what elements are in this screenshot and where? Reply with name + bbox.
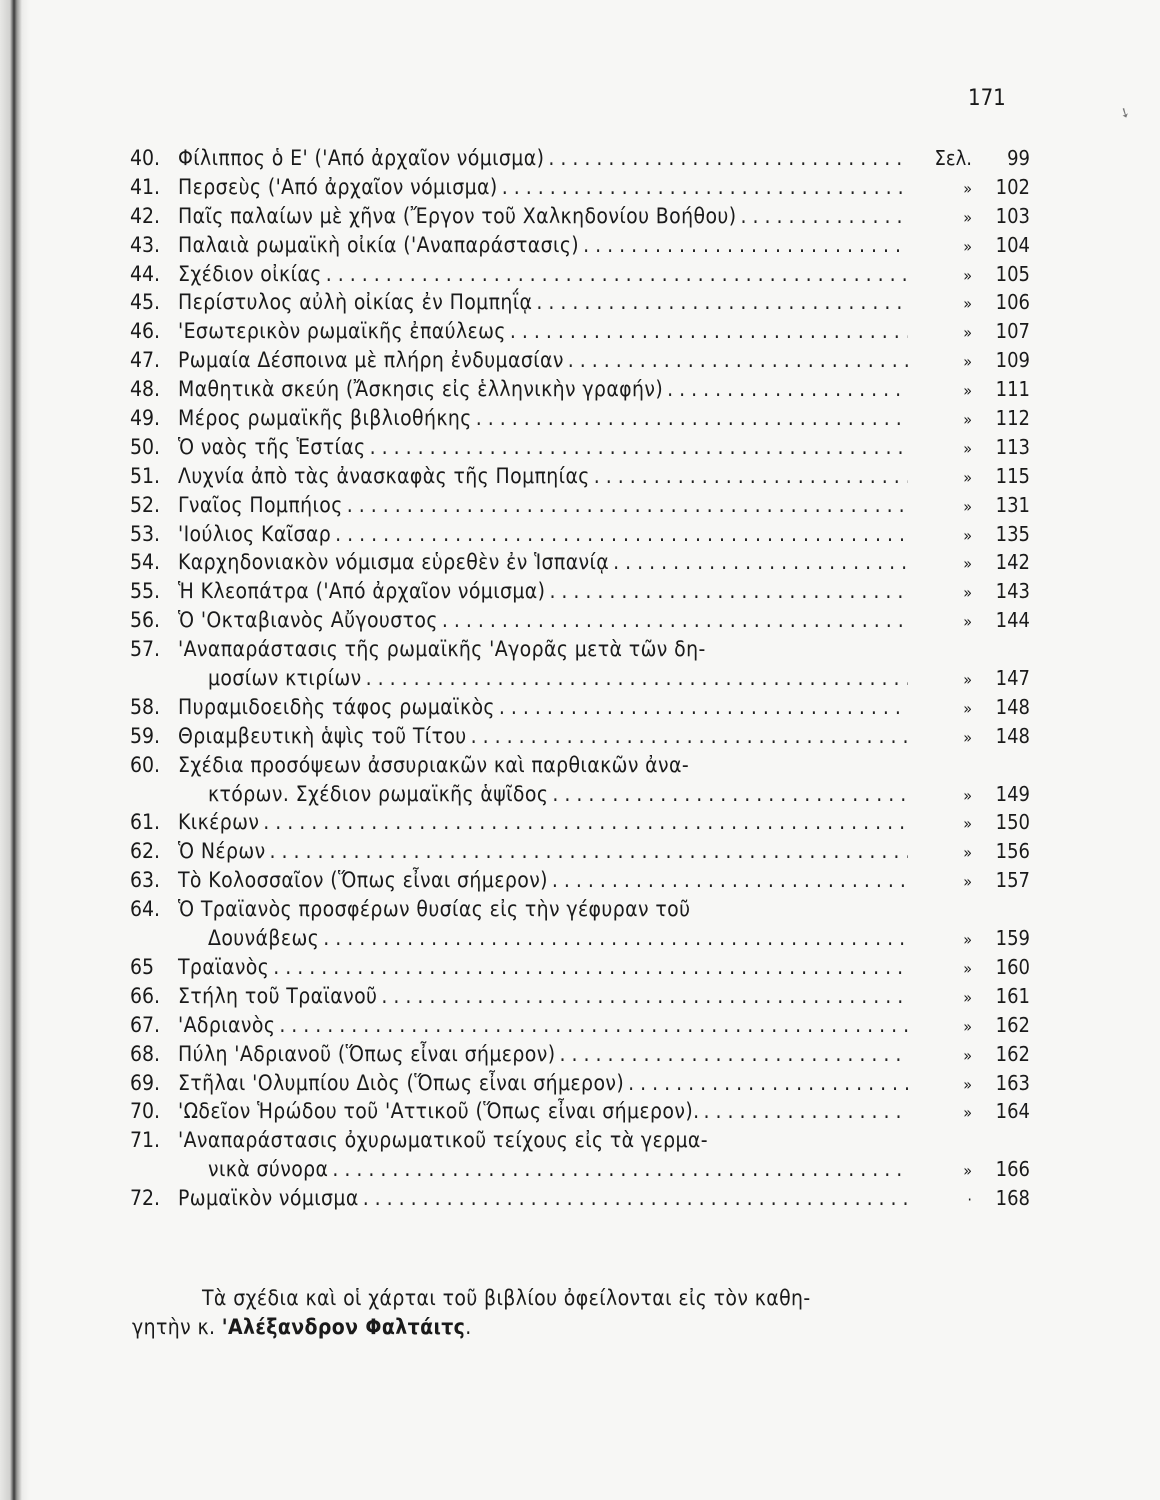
page-marker: »	[963, 1045, 972, 1065]
page-marker: »	[963, 178, 972, 198]
page-number: 171	[968, 86, 1006, 111]
toc-entry-line	[130, 1128, 1030, 1157]
toc-entry-line	[130, 608, 1030, 637]
page-marker: »	[963, 843, 972, 863]
entry-title: Φίλιππος ὁ Ε' ('Από ἀρχαῖον νόμισμα)	[178, 146, 545, 170]
page-marker: »	[963, 265, 972, 285]
toc-entry-line	[130, 724, 1030, 753]
entry-number: 56.	[130, 608, 161, 633]
entry-page: 106	[995, 290, 1030, 315]
entry-number: 58.	[130, 694, 161, 719]
entry-title: Σχέδια προσόψεων ἀσσυριακῶν καὶ παρθιακῶν ἀνα-	[178, 752, 690, 777]
toc-entry-line	[130, 175, 1030, 204]
entry-page: 147	[995, 666, 1030, 691]
dot-leader	[270, 839, 908, 863]
entry-page: 113	[995, 434, 1030, 459]
entry-number: 51.	[130, 463, 161, 488]
dot-leader	[510, 319, 908, 343]
entry-number: 50.	[130, 434, 161, 459]
entry-title: Περίστυλος αὐλὴ οἰκίας ἐν Πομπηΐᾳ	[178, 290, 533, 315]
entry-page: 112	[995, 406, 1030, 431]
dot-leader	[347, 493, 908, 517]
toc-entry-line	[130, 406, 1030, 435]
entry-page: 148	[995, 694, 1030, 719]
dot-leader	[549, 579, 908, 603]
entry-number: 48.	[130, 377, 161, 402]
toc-entry-line	[130, 435, 1030, 464]
entry-number: 44.	[130, 261, 161, 286]
book-binding-edge	[0, 0, 30, 1500]
toc-entry-line	[130, 146, 1030, 175]
entry-number: 59.	[130, 723, 161, 748]
entry-page: 168	[995, 1186, 1030, 1211]
toc-entry-line	[130, 204, 1030, 233]
entry-page: 161	[995, 983, 1030, 1008]
list-of-illustrations	[130, 146, 1030, 1215]
entry-title: 'Εσωτερικὸν ρωμαϊκῆς ἐπαύλεως	[178, 319, 506, 344]
toc-entry-line	[130, 810, 1030, 839]
toc-entry-line	[130, 377, 1030, 406]
dot-leader	[326, 262, 908, 286]
dot-leader	[613, 550, 908, 574]
page-marker: »	[963, 727, 972, 747]
toc-entry-line	[130, 1099, 1030, 1128]
page-marker: »	[963, 1016, 972, 1036]
entry-title: Τὸ Κολοσσαῖον (Ὅπως εἶναι σήμερον)	[178, 868, 548, 893]
page-marker: »	[963, 814, 972, 834]
page-marker: »	[963, 554, 972, 574]
entry-number: 72.	[130, 1186, 161, 1211]
entry-page: 111	[995, 377, 1030, 402]
dot-leader	[476, 406, 908, 430]
page-marker: »	[963, 525, 972, 545]
toc-entry-line	[130, 782, 1030, 811]
entry-page: 142	[995, 550, 1030, 575]
dot-leader	[499, 695, 908, 719]
entry-number: 65	[130, 954, 155, 979]
entry-number: 68.	[130, 1041, 161, 1066]
entry-title: Ὁ Τραϊανὸς προσφέρων θυσίας εἰς τὴν γέφυραν τοῦ	[178, 897, 691, 922]
toc-entry-line	[130, 955, 1030, 984]
dot-leader	[332, 1157, 908, 1181]
entry-title: Στήλη τοῦ Τραϊανοῦ	[178, 983, 378, 1008]
page-marker: »	[963, 207, 972, 227]
page-marker: »	[963, 583, 972, 603]
toc-entry-line	[130, 1186, 1030, 1215]
dot-leader	[323, 926, 908, 950]
entry-title: Γναῖος Πομπήιος	[178, 492, 343, 517]
entry-title: 'Αναπαράστασις τῆς ρωμαϊκῆς 'Αγορᾶς μετὰ τῶν δη-	[178, 637, 706, 662]
toc-entry-line	[130, 493, 1030, 522]
toc-entry-line	[130, 753, 1030, 782]
dot-leader	[548, 146, 908, 170]
dot-leader	[667, 377, 908, 401]
dot-leader	[568, 348, 908, 372]
entry-title: μοσίων κτιρίων	[208, 666, 362, 691]
entry-page: 164	[995, 1099, 1030, 1124]
entry-title: Ὁ 'Οκταβιανὸς Αὔγουστος	[178, 608, 438, 633]
entry-title: Πύλη 'Αδριανοῦ (Ὅπως εἶναι σήμερον)	[178, 1041, 556, 1066]
toc-entry-line	[130, 1042, 1030, 1071]
entry-number: 46.	[130, 319, 161, 344]
page-marker: Σελ.	[934, 146, 972, 170]
page-marker: »	[963, 467, 972, 487]
entry-number: 49.	[130, 406, 161, 431]
toc-entry-line	[130, 464, 1030, 493]
credits-suffix: .	[465, 1315, 472, 1339]
entry-title: Πυραμιδοειδὴς τάφος ρωμαϊκὸς	[178, 694, 495, 719]
entry-number: 61.	[130, 810, 161, 835]
page-marker: »	[963, 1074, 972, 1094]
dot-leader	[594, 464, 908, 488]
entry-number: 63.	[130, 868, 161, 893]
entry-page: 156	[995, 839, 1030, 864]
entry-page: 166	[995, 1157, 1030, 1182]
entry-page: 163	[995, 1070, 1030, 1095]
credits-note	[132, 1284, 1032, 1342]
toc-entry-line	[130, 666, 1030, 695]
page-marker: »	[963, 236, 972, 256]
entry-page: 143	[995, 579, 1030, 604]
entry-number: 67.	[130, 1012, 161, 1037]
entry-number: 69.	[130, 1070, 161, 1095]
entry-number: 41.	[130, 174, 161, 199]
page-marker: »	[963, 785, 972, 805]
toc-entry-line	[130, 290, 1030, 319]
dot-leader	[552, 782, 908, 806]
page-marker: »	[963, 438, 972, 458]
entry-number: 60.	[130, 752, 161, 777]
entry-title: 'Ιούλιος Καῖσαρ	[178, 521, 332, 546]
toc-entry-line	[130, 926, 1030, 955]
page-marker: »	[963, 698, 972, 718]
entry-number: 70.	[130, 1099, 161, 1124]
page-marker: »	[963, 1103, 972, 1123]
entry-title: Ρωμαία Δέσποινα μὲ πλήρη ἐνδυμασίαν	[178, 348, 564, 373]
toc-entry-line	[130, 522, 1030, 551]
entry-page: 103	[995, 203, 1030, 228]
entry-page: 107	[995, 319, 1030, 344]
dot-leader	[628, 1071, 908, 1095]
dot-leader	[704, 1099, 909, 1123]
entry-number: 64.	[130, 897, 161, 922]
page-marker: ·	[967, 1190, 972, 1210]
entry-page: 115	[995, 463, 1030, 488]
toc-entry-line	[130, 579, 1030, 608]
entry-title: νικὰ σύνορα	[208, 1157, 329, 1182]
toc-entry-line	[130, 984, 1030, 1013]
entry-title: Δουνάβεως	[208, 926, 320, 951]
page-marker: »	[963, 496, 972, 516]
toc-entry-line	[130, 897, 1030, 926]
toc-entry-line	[130, 637, 1030, 666]
entry-number: 42.	[130, 203, 161, 228]
entry-title: Παῖς παλαίων μὲ χῆνα (Ἔργον τοῦ Χαλκηδονίου Βοήθου)	[178, 203, 737, 228]
entry-page: 109	[995, 348, 1030, 373]
entry-number: 62.	[130, 839, 161, 864]
dot-leader	[559, 1042, 908, 1066]
page-marker: »	[963, 958, 972, 978]
dot-leader	[536, 290, 908, 314]
toc-entry-line	[130, 695, 1030, 724]
entry-title: Μαθητικὰ σκεύη (Ἄσκησις εἰς ἑλληνικὴν γραφήν)	[178, 377, 664, 402]
dot-leader	[363, 1186, 908, 1210]
entry-title: Στῆλαι 'Ολυμπίου Διὸς (Ὅπως εἶναι σήμερον)	[178, 1070, 625, 1095]
toc-entry-line	[130, 262, 1030, 291]
entry-title: Μέρος ρωμαϊκῆς βιβλιοθήκης	[178, 406, 472, 431]
toc-entry-line	[130, 348, 1030, 377]
entry-title: Παλαιὰ ρωμαϊκὴ οἰκία ('Αναπαράστασις)	[178, 232, 580, 257]
dot-leader	[335, 522, 908, 546]
entry-title: Σχέδιον οἰκίας	[178, 261, 322, 286]
dot-leader	[471, 724, 908, 748]
entry-title: Ὁ ναὸς τῆς Ἑστίας	[178, 434, 366, 459]
entry-number: 47.	[130, 348, 161, 373]
entry-page: 104	[995, 232, 1030, 257]
page-marker: »	[963, 612, 972, 632]
toc-entry-line	[130, 1013, 1030, 1042]
entry-page: 159	[995, 926, 1030, 951]
entry-page: 102	[995, 174, 1030, 199]
entry-title: Κικέρων	[178, 810, 260, 835]
entry-title: Περσεὺς ('Από ἀρχαῖον νόμισμα)	[178, 174, 498, 199]
entry-number: 45.	[130, 290, 161, 315]
entry-page: 150	[995, 810, 1030, 835]
entry-title: Ὁ Νέρων	[178, 839, 266, 864]
entry-number: 66.	[130, 983, 161, 1008]
entry-number: 53.	[130, 521, 161, 546]
toc-entry-line	[130, 868, 1030, 897]
entry-number: 71.	[130, 1128, 161, 1153]
entry-number: 40.	[130, 146, 161, 170]
toc-entry-line	[130, 1071, 1030, 1100]
page-marker: »	[963, 1161, 972, 1181]
dot-leader	[741, 204, 908, 228]
dot-leader	[583, 233, 908, 257]
entry-number: 52.	[130, 492, 161, 517]
page-marker: »	[963, 987, 972, 1007]
dot-leader	[366, 666, 908, 690]
entry-page: 149	[995, 781, 1030, 806]
entry-title: Ἡ Κλεοπάτρα ('Από ἀρχαῖον νόμισμα)	[178, 579, 546, 604]
page-marker: »	[963, 323, 972, 343]
entry-number: 57.	[130, 637, 161, 662]
entry-title: Θριαμβευτικὴ ἁψὶς τοῦ Τίτου	[178, 723, 467, 748]
toc-entry-line	[130, 1157, 1030, 1186]
entry-page: 144	[995, 608, 1030, 633]
dot-leader	[263, 810, 908, 834]
entry-page: 99	[1007, 146, 1030, 170]
credits-line-2	[132, 1313, 1032, 1342]
entry-title: 'Αδριανὸς	[178, 1012, 276, 1037]
entry-page: 148	[995, 723, 1030, 748]
toc-entry-line	[130, 233, 1030, 262]
dot-leader	[273, 955, 908, 979]
toc-entry-line	[130, 839, 1030, 868]
dot-leader	[442, 608, 908, 632]
page-marker: »	[963, 381, 972, 401]
entry-page: 105	[995, 261, 1030, 286]
entry-page: 135	[995, 521, 1030, 546]
entry-number: 43.	[130, 232, 161, 257]
entry-page: 162	[995, 1041, 1030, 1066]
entry-number: 55.	[130, 579, 161, 604]
credited-person: 'Αλέξανδρον Φαλτάιτς	[221, 1315, 466, 1339]
entry-title: 'Ωδεῖον Ἡρώδου τοῦ 'Αττικοῦ (Ὅπως εἶναι σήμερον).	[178, 1099, 700, 1124]
page-marker: »	[963, 930, 972, 950]
dot-leader	[370, 435, 908, 459]
page-marker: »	[963, 352, 972, 372]
credits-line-1: Τὰ σχέδια καὶ οἱ χάρται τοῦ βιβλίου ὀφείλονται εἰς τὸν καθη-	[202, 1286, 811, 1310]
entry-page: 131	[995, 492, 1030, 517]
entry-title: 'Αναπαράστασις ὀχυρωματικοῦ τείχους εἰς τὰ γερμα-	[178, 1128, 708, 1153]
entry-page: 157	[995, 868, 1030, 893]
entry-page: 162	[995, 1012, 1030, 1037]
dot-leader	[502, 175, 908, 199]
dot-leader	[552, 868, 908, 892]
entry-title: Λυχνία ἀπὸ τὰς ἀνασκαφὰς τῆς Πομπηίας	[178, 463, 590, 488]
entry-title: κτόρων. Σχέδιον ρωμαϊκῆς ἁψῖδος	[208, 781, 549, 806]
toc-entry-line	[130, 319, 1030, 348]
dot-leader	[279, 1013, 908, 1037]
toc-entry-line	[130, 550, 1030, 579]
entry-title: Ρωμαϊκὸν νόμισμα	[178, 1186, 359, 1211]
page-marker: »	[963, 670, 972, 690]
dot-leader	[381, 984, 908, 1008]
page-marker: »	[963, 872, 972, 892]
page-marker: »	[963, 294, 972, 314]
scan-smudge: ➘	[1116, 103, 1133, 123]
entry-number: 54.	[130, 550, 161, 575]
entry-title: Τραϊανὸς	[178, 954, 270, 979]
credits-prefix: γητὴν κ.	[132, 1315, 222, 1339]
entry-title: Καρχηδονιακὸν νόμισμα εὑρεθὲν ἐν Ἱσπανίᾳ	[178, 550, 610, 575]
entry-page: 160	[995, 954, 1030, 979]
page-marker: »	[963, 410, 972, 430]
